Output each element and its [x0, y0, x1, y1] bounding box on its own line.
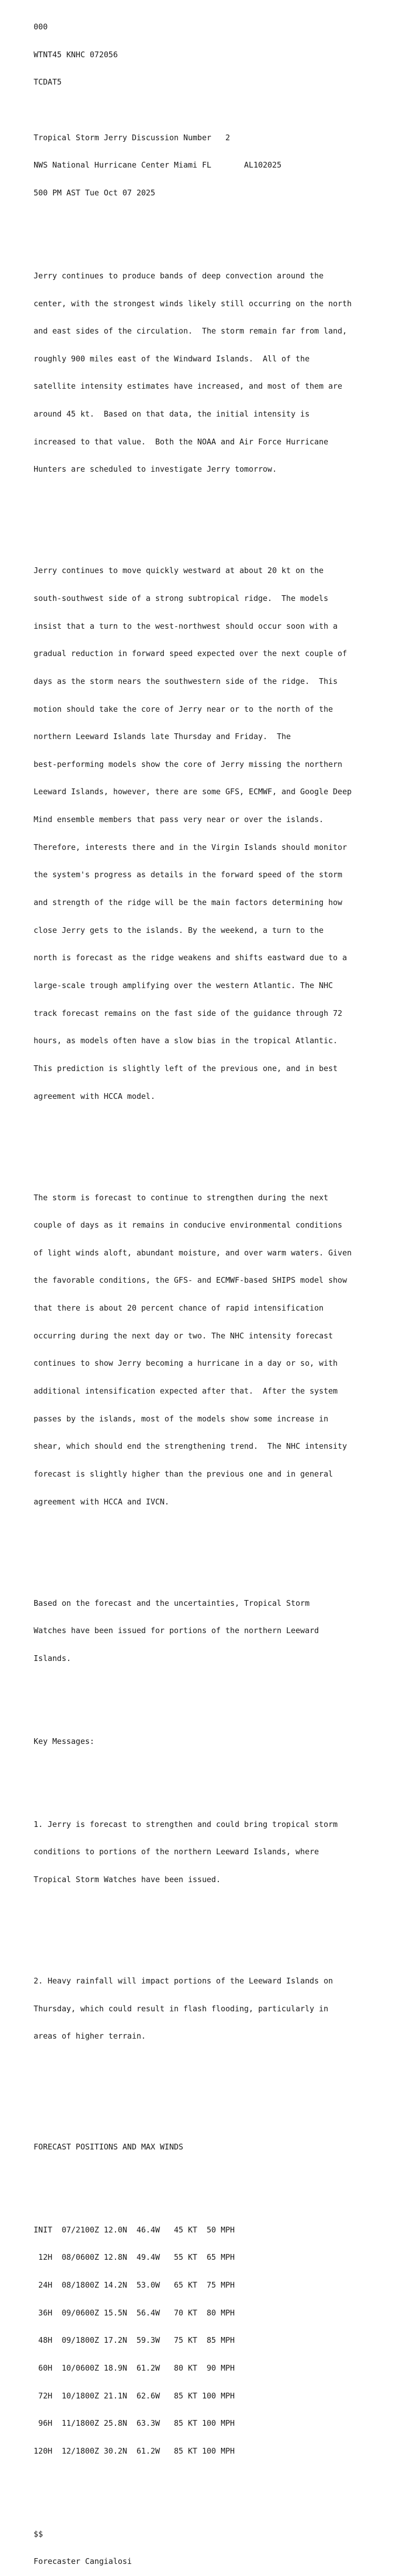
key-message-1 — [34, 1802, 352, 1903]
text-line: track forecast remains on the fast side of the guidance through 72 — [34, 1009, 342, 1018]
key-message-2 — [34, 1958, 352, 2060]
text-line: gradual reduction in forward speed expected over the next couple of — [34, 649, 347, 659]
text-line: large-scale trough amplifying over the western Atlantic. The NHC — [34, 981, 333, 990]
text-line: Jerry continues to produce bands of deep convection around the — [34, 271, 324, 281]
text-line: hours, as models often have a slow bias in the tropical Atlantic. — [34, 1036, 338, 1046]
text-line: insist that a turn to the west-northwest should occur soon with a — [34, 621, 338, 631]
text-line: couple of days as it remains in conducive environmental conditions — [34, 1221, 342, 1230]
text-line: areas of higher terrain. — [34, 2032, 146, 2041]
text-line: north is forecast as the ridge weakens and shifts eastward due to a — [34, 953, 347, 963]
forecast-row: 120H 12/1800Z 30.2N 61.2W 85 KT 100 MPH — [34, 2446, 235, 2456]
text-line: Thursday, which could result in flash flooding, particularly in — [34, 2004, 329, 2013]
text-line: agreement with HCCA model. — [34, 1092, 155, 1101]
forecast-table — [34, 2207, 352, 2475]
title-line: NWS National Hurricane Center Miami FL AL102025 — [34, 161, 282, 170]
text-line: agreement with HCCA and IVCN. — [34, 1497, 170, 1507]
text-line: Leeward Islands, however, there are some GFS, ECMWF, and Google Deep — [34, 787, 352, 797]
text-line: Mind ensemble members that pass very near or over the islands. — [34, 815, 324, 825]
blank-line — [34, 2493, 352, 2502]
text-line: close Jerry gets to the islands. By the weekend, a turn to the — [34, 926, 324, 935]
header-line: TCDAT5 — [34, 78, 62, 87]
text-line: forecast is slightly higher than the previous one and in general — [34, 1469, 333, 1479]
text-line: south-southwest side of a strong subtropical ridge. The models — [34, 594, 329, 603]
text-line: Islands. — [34, 1654, 71, 1663]
forecast-row: 24H 08/1800Z 14.2N 53.0W 65 KT 75 MPH — [34, 2281, 235, 2290]
text-line: This prediction is slightly left of the previous one, and in best — [34, 1064, 338, 1073]
forecast-row: 72H 10/1800Z 21.1N 62.6W 85 KT 100 MPH — [34, 2391, 235, 2401]
text-line: days as the storm nears the southwestern side of the ridge. This — [34, 677, 338, 686]
blank-line — [34, 1764, 352, 1774]
forecast-heading: FORECAST POSITIONS AND MAX WINDS — [34, 2142, 184, 2152]
text-line: The storm is forecast to continue to strengthen during the next — [34, 1193, 329, 1202]
key-messages-heading: Key Messages: — [34, 1737, 94, 1746]
text-line: Based on the forecast and the uncertainties, Tropical Storm — [34, 1598, 310, 1608]
text-line: the system's progress as details in the forward speed of the storm — [34, 870, 342, 880]
text-line: Jerry continues to move quickly westward at about 20 kt on the — [34, 566, 324, 576]
forecast-row: 60H 10/0600Z 18.9N 61.2W 80 KT 90 MPH — [34, 2364, 235, 2373]
text-line: passes by the islands, most of the models show some increase in — [34, 1414, 329, 1424]
text-line: the favorable conditions, the GFS- and ECMWF-based SHIPS model show — [34, 1276, 347, 1285]
blank-line — [34, 1700, 352, 1710]
header-line: 000 — [34, 23, 48, 32]
text-line: additional intensification expected after that. After the system — [34, 1387, 338, 1396]
text-line: best-performing models show the core of Jerry missing the northern — [34, 760, 342, 769]
forecast-row: 12H 08/0600Z 12.8N 49.4W 55 KT 65 MPH — [34, 2253, 235, 2262]
text-line: motion should take the core of Jerry near or to the north of the — [34, 704, 333, 714]
text-line: and east sides of the circulation. The storm remain far from land, — [34, 327, 347, 336]
blank-line — [34, 2170, 352, 2180]
blank-line — [34, 216, 352, 226]
blank-line — [34, 1921, 352, 1931]
blank-line — [34, 511, 352, 521]
text-line: increased to that value. Both the NOAA and Air Force Hurricane — [34, 437, 329, 446]
text-line: 2. Heavy rainfall will impact portions of the Leeward Islands on — [34, 1977, 333, 1986]
forecast-row: 96H 11/1800Z 25.8N 63.3W 85 KT 100 MPH — [34, 2419, 235, 2428]
title-line: Tropical Storm Jerry Discussion Number 2 — [34, 133, 230, 142]
text-line: Therefore, interests there and in the Virgin Islands should monitor — [34, 843, 347, 852]
text-line: center, with the strongest winds likely still occurring on the north — [34, 299, 352, 308]
blank-line — [34, 106, 352, 115]
text-line: around 45 kt. Based on that data, the initial intensity is — [34, 410, 310, 419]
forecast-row: 36H 09/0600Z 15.5N 56.4W 70 KT 80 MPH — [34, 2308, 235, 2318]
end-marker: $$ — [34, 2529, 43, 2539]
text-line: occurring during the next day or two. The NHC intensity forecast — [34, 1331, 333, 1341]
blank-line — [34, 2106, 352, 2115]
text-line: Tropical Storm Watches have been issued. — [34, 1875, 221, 1885]
text-line: Hunters are scheduled to investigate Jerry tomorrow. — [34, 465, 277, 474]
forecaster-signature: Forecaster Cangialosi — [34, 2557, 132, 2567]
text-line: Watches have been issued for portions of the northern Leeward — [34, 1626, 319, 1636]
blank-line — [34, 2078, 352, 2087]
text-line: continues to show Jerry becoming a hurricane in a day or so, with — [34, 1359, 338, 1368]
paragraph-track — [34, 548, 352, 1119]
blank-line — [34, 1138, 352, 1147]
paragraph-strength — [34, 1175, 352, 1525]
text-line: 1. Jerry is forecast to strengthen and could bring tropical storm — [34, 1820, 338, 1829]
forecast-row: 48H 09/1800Z 17.2N 59.3W 75 KT 85 MPH — [34, 2336, 235, 2345]
title-line: 500 PM AST Tue Oct 07 2025 — [34, 188, 155, 198]
discussion-document — [34, 4, 352, 2576]
text-line: that there is about 20 percent chance of rapid intensification — [34, 1304, 324, 1313]
text-line: of light winds aloft, abundant moisture, and over warm waters. Given — [34, 1248, 352, 1258]
text-line: conditions to portions of the northern Leeward Islands, where — [34, 1847, 319, 1857]
text-line: satellite intensity estimates have increased, and most of them are — [34, 382, 342, 391]
text-line: and strength of the ridge will be the main factors determining how — [34, 898, 342, 908]
forecast-row: INIT 07/2100Z 12.0N 46.4W 45 KT 50 MPH — [34, 2225, 235, 2235]
text-line: shear, which should end the strengthening trend. The NHC intensity — [34, 1442, 347, 1451]
text-line: roughly 900 miles east of the Windward Islands. All of the — [34, 354, 310, 363]
text-line: northern Leeward Islands late Thursday and Friday. The — [34, 732, 291, 742]
header-line: WTNT45 KNHC 072056 — [34, 50, 118, 59]
blank-line — [34, 1543, 352, 1553]
paragraph-intensity — [34, 253, 352, 493]
paragraph-watches — [34, 1581, 352, 1682]
